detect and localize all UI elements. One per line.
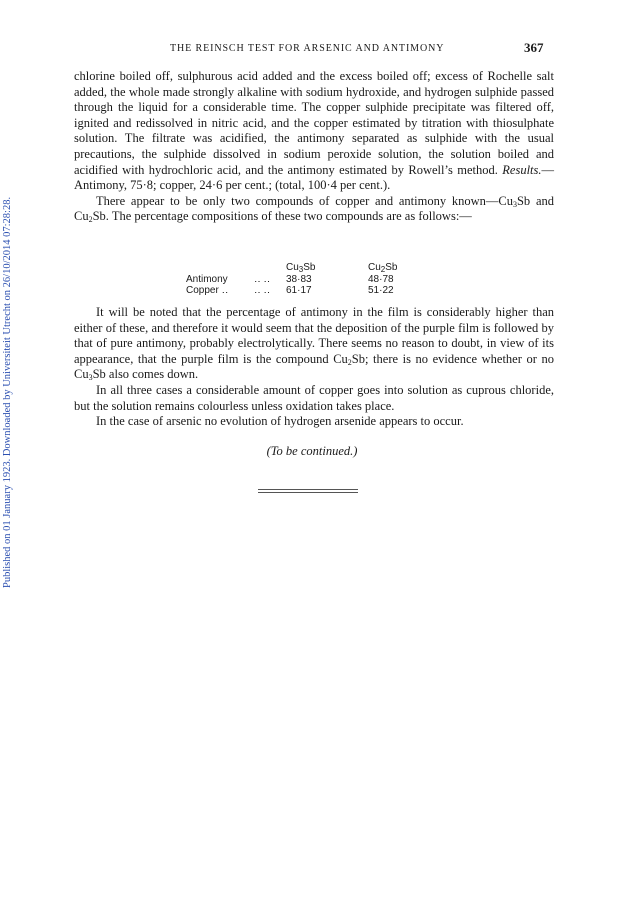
paragraph-2-text-a: There appear to be only two compounds of copper and antimony known—Cu — [96, 193, 513, 208]
page-number: 367 — [524, 40, 544, 55]
results-label: Results. — [502, 162, 542, 177]
row-label: Copper ‥ — [186, 285, 229, 296]
subscript: 3 — [298, 265, 304, 274]
table-cell: 51·22 — [368, 285, 394, 296]
formula-rest: Sb — [303, 262, 316, 273]
results-values: — Antimony, 75·8; copper, 24·6 per cent.; (total, 100·4 per cent.). — [74, 162, 554, 193]
header-blank — [186, 262, 254, 274]
paragraph-5: In the case of arsenic no evolution of hydrogen arsenide appears to occur. — [96, 414, 464, 429]
subscript: 2 — [347, 357, 352, 367]
leader-dots: ‥ ‥ — [254, 273, 271, 285]
formula-base: Cu — [286, 262, 299, 273]
paragraph-1 — [74, 69, 554, 194]
article-body — [74, 69, 554, 225]
table-cell: 61·17 — [286, 285, 312, 296]
table-cell: 38·83 — [286, 273, 312, 285]
end-rule-top — [258, 489, 358, 490]
row-label: Antimony — [186, 273, 228, 285]
article-body-continued — [74, 305, 554, 430]
paragraph-3-text-b: Sb; there is no evidence whether or no Cu — [74, 351, 554, 382]
table-row — [186, 274, 408, 286]
paragraph-3-text-c: Sb also comes down. — [92, 367, 199, 382]
subscript: 3 — [512, 199, 517, 209]
column-header-cu2sb — [368, 262, 408, 274]
formula-base: Cu — [368, 262, 381, 273]
column-header-cu3sb — [286, 262, 368, 274]
paragraph-1-text: chlorine boiled off, sulphurous acid added and the excess boiled off; excess of Rochelle salt added, the whole made strongly alkaline with sodium hydroxide, and hydrogen sulphide passed through the liquid for a considerable time. The copper sulphide precipitate was filtered off, ignited and redissolved in nitric acid, and the copper estimated by titration with thiosulphate solution. The filtrate was acidified, the antimony separated as sulphide with the usual precautions, the sulphide dissolved in sodium peroxide solution, the solution boiled and acidified with hydrochloric acid, and the antimony estimated by Rowell’s method. — [74, 69, 554, 177]
table-cell: 48·78 — [368, 273, 394, 285]
composition-table — [186, 262, 408, 297]
download-side-note — [2, 148, 16, 588]
table-row — [186, 285, 408, 297]
subscript: 2 — [380, 265, 386, 274]
subscript: 3 — [88, 373, 93, 383]
paragraph-2 — [74, 194, 554, 225]
subscript: 2 — [88, 215, 93, 225]
paragraph-2-text-b: Sb and Cu — [74, 193, 554, 224]
end-rule-bottom — [258, 492, 358, 493]
header-blank — [254, 262, 286, 274]
paragraph-4: In all three cases a considerable amount of copper goes into solution as cuprous chloride, but the solution remains colourless unless oxidation takes place. — [74, 382, 554, 413]
download-side-note-text: Published on 01 January 1923. Downloaded by Universiteit Utrecht on 26/10/2014 07:28:28. — [2, 196, 13, 588]
paragraph-3-text-a: It will be noted that the percentage of antimony in the film is considerably higher than either of these, and therefore it would seem that the deposition of the purple film is followed by that of pure antimony, probably electrolytically. There seems no reason to doubt, in view of its appearance, that the purple film is the compound Cu — [74, 305, 554, 366]
paragraph-3 — [74, 305, 554, 383]
table-header-row — [186, 262, 408, 274]
running-title: THE REINSCH TEST FOR ARSENIC AND ANTIMONY — [170, 43, 445, 54]
formula-rest: Sb — [385, 262, 398, 273]
paragraph-2-text-c: Sb. The percentage compositions of these two compounds are as follows:— — [92, 209, 472, 224]
to-be-continued: (To be continued.) — [266, 444, 358, 458]
leader-dots: ‥ ‥ — [254, 285, 271, 296]
